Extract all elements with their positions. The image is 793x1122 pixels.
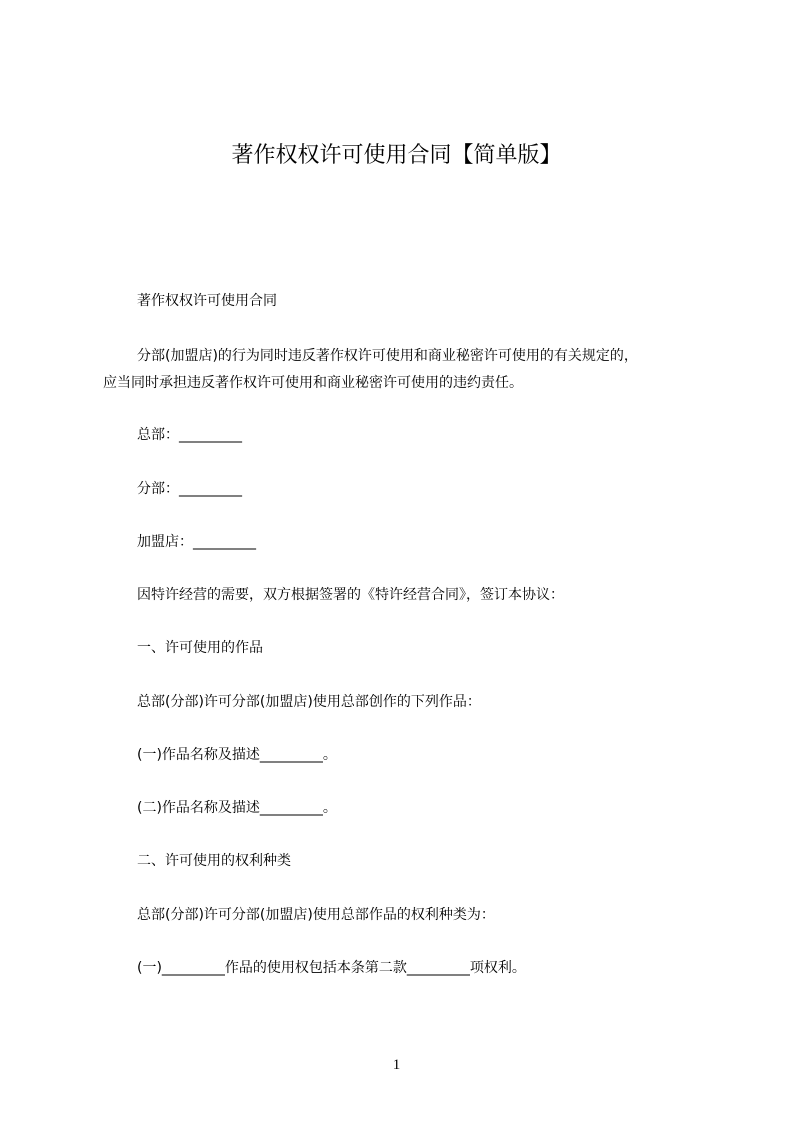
section-1-item-2: (二)作品名称及描述_________。 (137, 800, 337, 816)
branch-field: 分部：_________ (137, 481, 242, 497)
page-number: 1 (392, 1057, 401, 1073)
contract-heading: 著作权权许可使用合同 (137, 293, 277, 309)
section-2-paragraph: 总部(分部)许可分部(加盟店)使用总部作品的权利种类为： (137, 907, 495, 923)
intro-paragraph-line-2: 应当同时承担违反著作权许可使用和商业秘密许可使用的违约责任。 (103, 375, 523, 391)
intro-paragraph-line-1: 分部(加盟店)的行为同时违反著作权许可使用和商业秘密许可使用的有关规定的， (137, 348, 638, 364)
section-1-paragraph: 总部(分部)许可分部(加盟店)使用总部创作的下列作品： (137, 694, 481, 710)
section-1-item-1: (一)作品名称及描述_________。 (137, 747, 337, 763)
franchisee-field: 加盟店：_________ (137, 534, 256, 550)
document-title: 著作权权许可使用合同【简单版】 (231, 143, 562, 168)
section-1-heading: 一、许可使用的作品 (137, 640, 263, 656)
preamble-paragraph: 因特许经营的需要，双方根据签署的《特许经营合同》，签订本协议： (137, 587, 564, 603)
section-2-item-1: (一)_________作品的使用权包括本条第二款_________项权利。 (137, 960, 526, 976)
section-2-heading: 二、许可使用的权利种类 (137, 853, 291, 869)
headquarters-field: 总部：_________ (137, 427, 242, 443)
